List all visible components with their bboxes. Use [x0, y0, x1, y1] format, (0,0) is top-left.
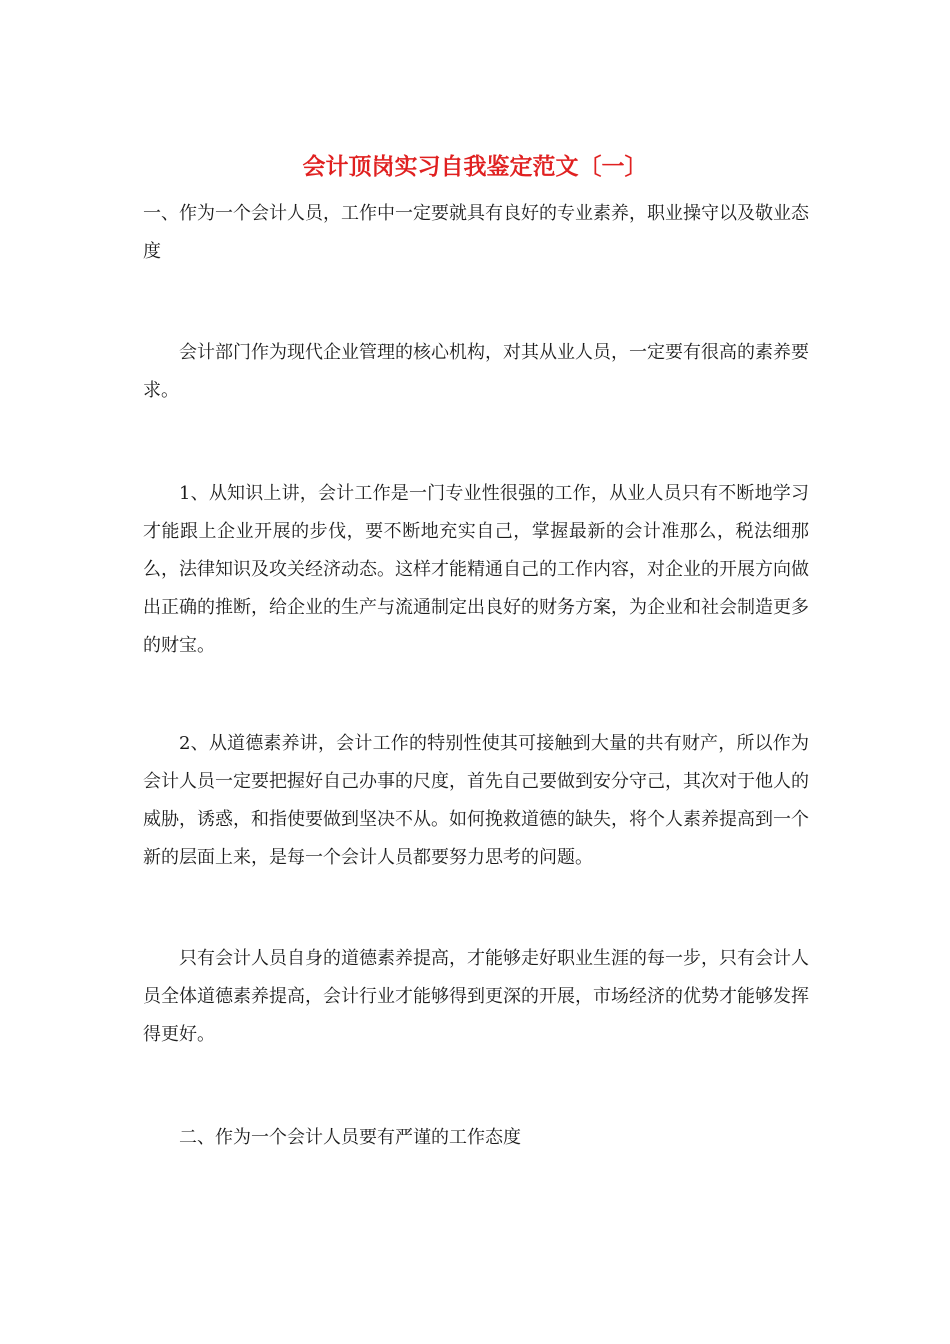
section-heading-2: 二、作为一个会计人员要有严谨的工作态度: [179, 1127, 521, 1148]
paragraph-intro: 会计部门作为现代企业管理的核心机构，对其从业人员，一定要有很高的素养要求。: [143, 342, 809, 401]
paragraph-ethics: 2、从道德素养讲，会计工作的特别性使其可接触到大量的共有财产，所以作为会计人员一定要把握好自己办事的尺度，首先自己要做到安分守己，其次对于他人的威胁，诱惑，和指使要做到坚决不从。如何挽救道德的缺失，将个人素养提高到一个新的层面上来，是每一个会计人员都要努力思考的问题。: [143, 733, 809, 868]
paragraph-knowledge: 1、从知识上讲，会计工作是一门专业性很强的工作，从业人员只有不断地学习才能跟上企业开展的步伐，要不断地充实自己，掌握最新的会计准那么，税法细那么，法律知识及攻关经济动态。这样才能精通自己的工作内容，对企业的开展方向做出正确的推断，给企业的生产与流通制定出良好的财务方案，为企业和社会制造更多的财宝。: [143, 483, 809, 656]
document-title: 会计顶岗实习自我鉴定范文〔一〕: [302, 153, 648, 180]
section-heading-1: 一、作为一个会计人员，工作中一定要就具有良好的专业素养，职业操守以及敬业态度: [143, 203, 809, 262]
paragraph-conclusion: 只有会计人员自身的道德素养提高，才能够走好职业生涯的每一步，只有会计人员全体道德素养提高，会计行业才能够得到更深的开展，市场经济的优势才能够发挥得更好。: [143, 948, 809, 1045]
